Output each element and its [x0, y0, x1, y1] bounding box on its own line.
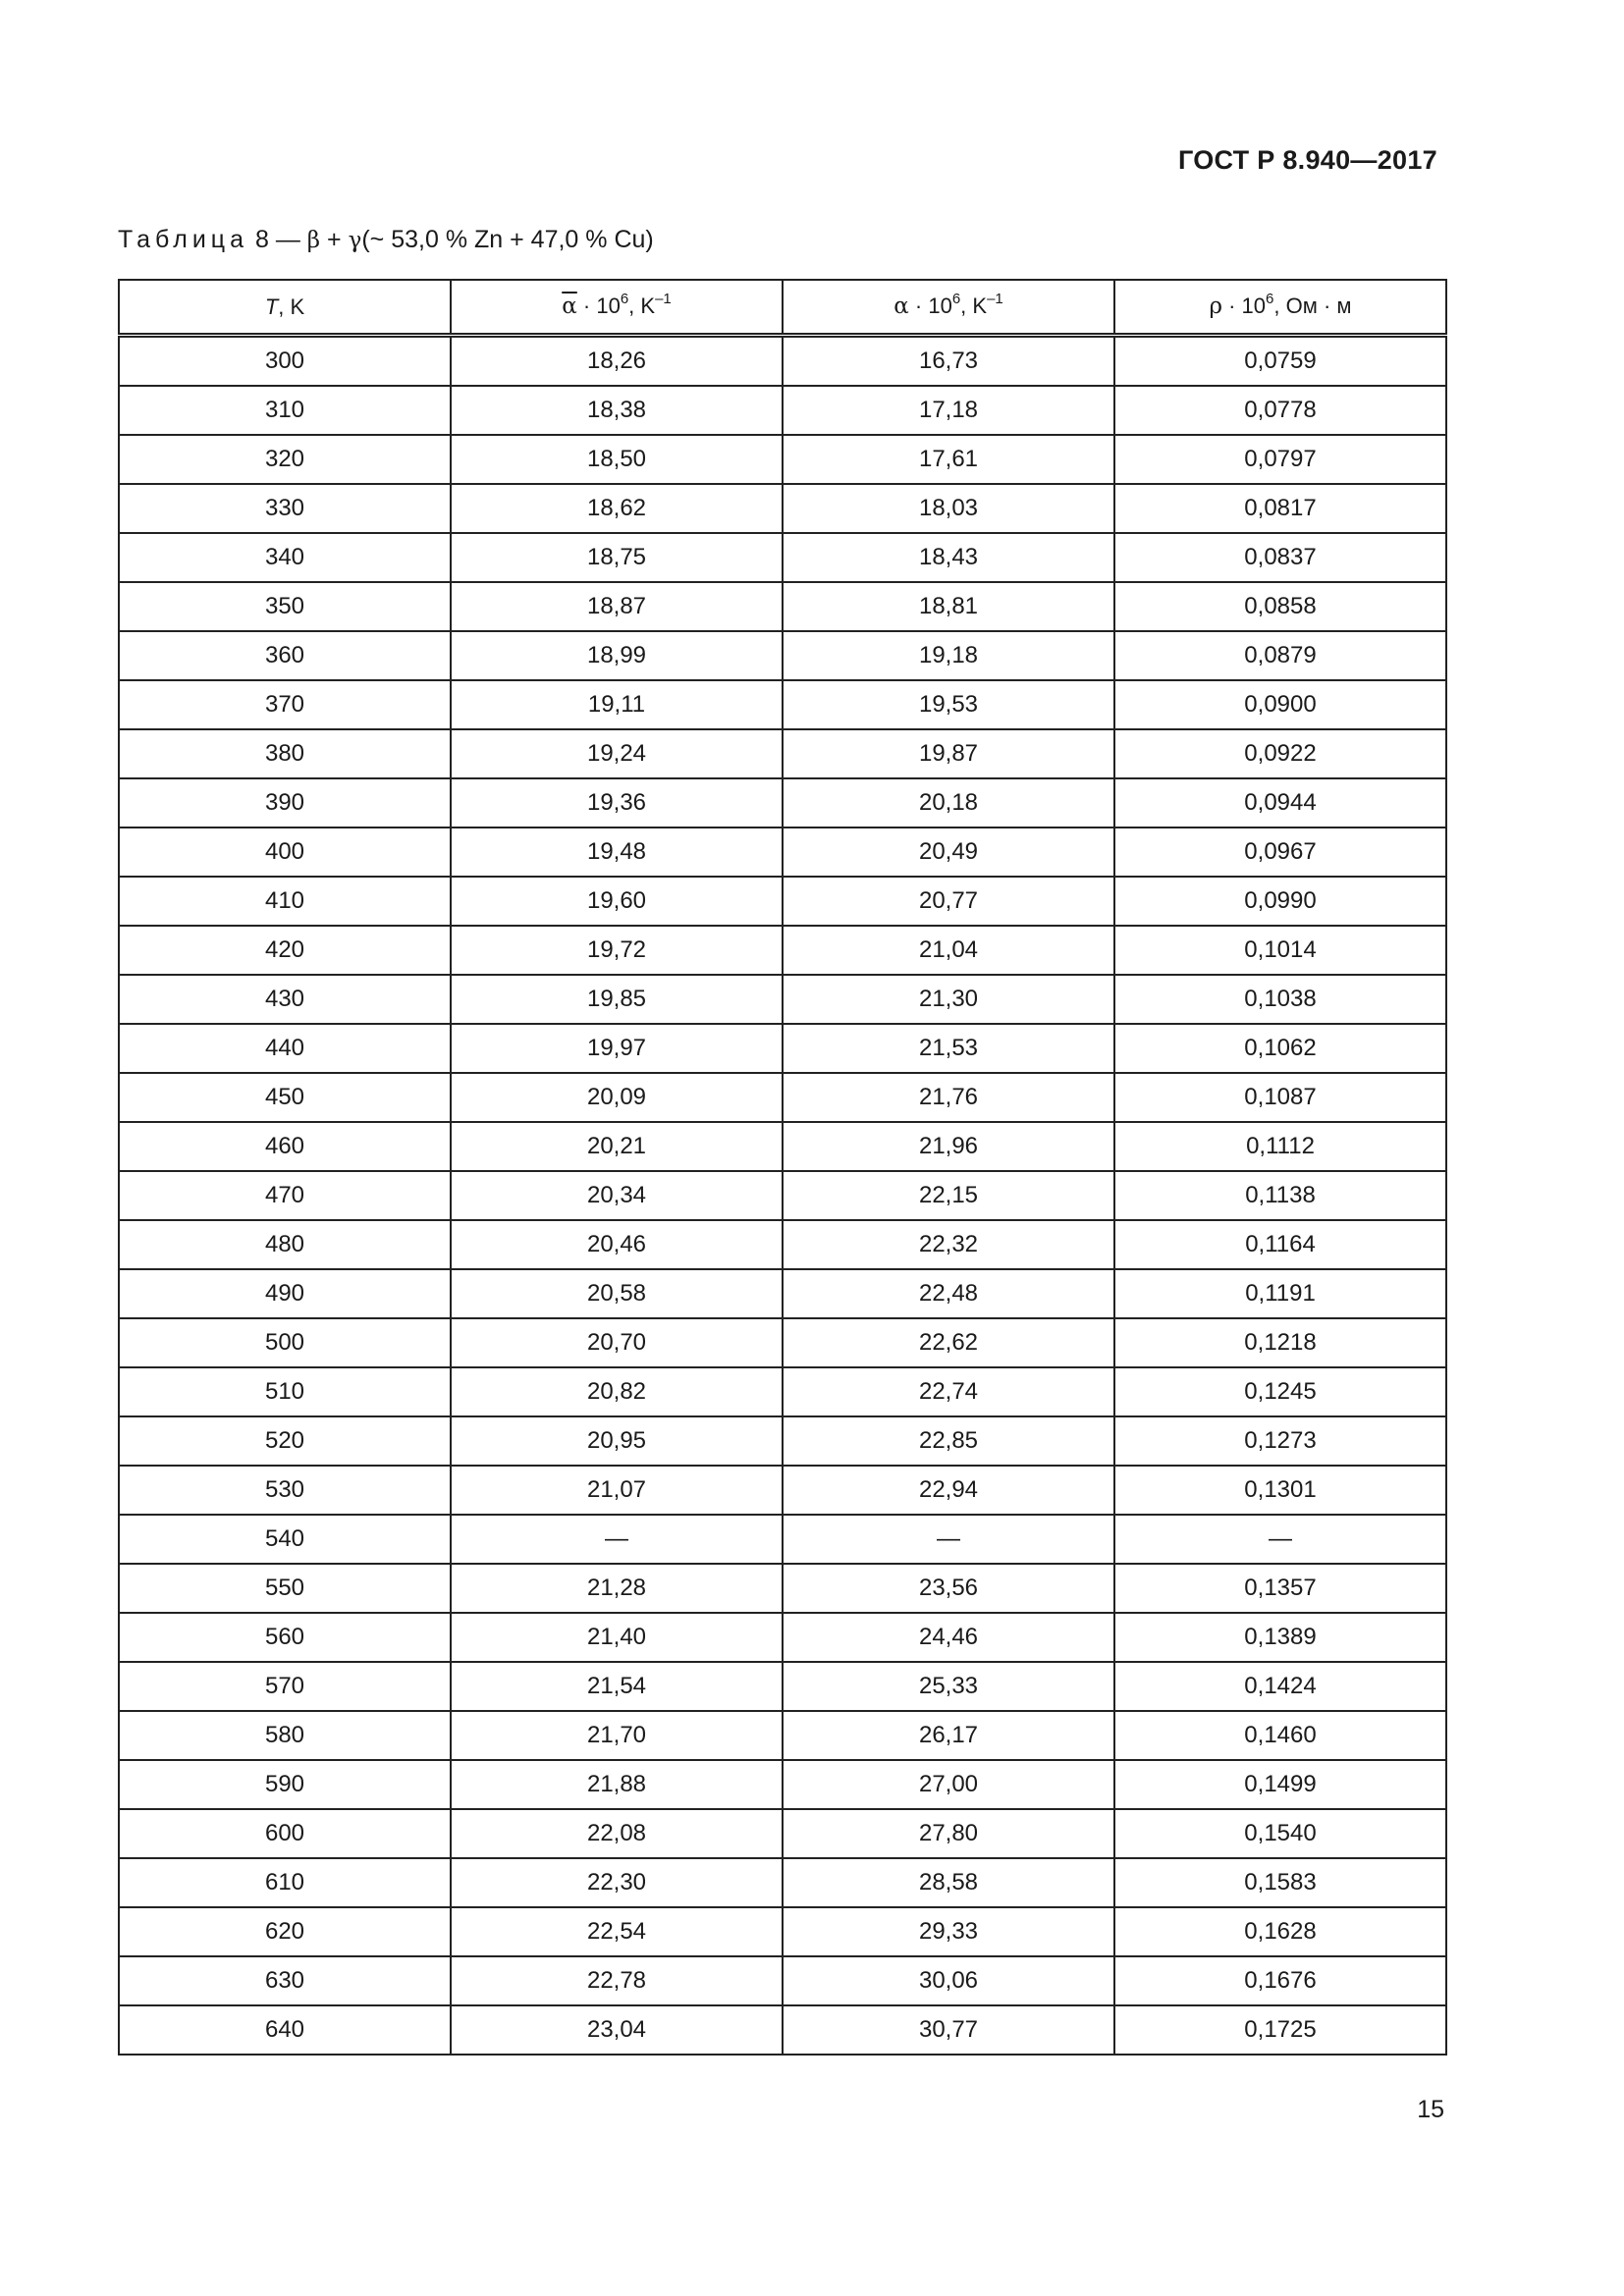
cell-rho: 0,1087: [1114, 1073, 1446, 1122]
header-mean-alpha-exp: 6: [620, 290, 629, 307]
table-row: [119, 386, 1446, 435]
cell-alpha: 19,87: [783, 729, 1114, 778]
cell-rho: 0,0759: [1114, 336, 1446, 387]
cell-alpha: 22,74: [783, 1367, 1114, 1416]
cell-temperature: 590: [119, 1760, 451, 1809]
cell-temperature: 450: [119, 1073, 451, 1122]
cell-rho: 0,1424: [1114, 1662, 1446, 1711]
table-row: [119, 1318, 1446, 1367]
cell-temperature: 330: [119, 484, 451, 533]
cell-alpha: 17,18: [783, 386, 1114, 435]
cell-rho: 0,1389: [1114, 1613, 1446, 1662]
cell-temperature: 460: [119, 1122, 451, 1171]
cell-temperature: 430: [119, 975, 451, 1024]
cell-rho: 0,1245: [1114, 1367, 1446, 1416]
cell-rho: 0,0778: [1114, 386, 1446, 435]
header-rho-symbol: ρ: [1209, 294, 1222, 319]
table-row: [119, 435, 1446, 484]
cell-temperature: 390: [119, 778, 451, 828]
table-row: [119, 1809, 1446, 1858]
cell-mean-alpha: 20,21: [451, 1122, 783, 1171]
cell-temperature: 340: [119, 533, 451, 582]
header-mean-alpha: [451, 280, 783, 336]
table-row: [119, 828, 1446, 877]
table-row: [119, 1613, 1446, 1662]
header-row: [119, 280, 1446, 336]
cell-alpha: 21,53: [783, 1024, 1114, 1073]
cell-rho: 0,0879: [1114, 631, 1446, 680]
table-caption-beta: β: [306, 228, 321, 253]
table-row: [119, 975, 1446, 1024]
cell-rho: 0,1112: [1114, 1122, 1446, 1171]
header-alpha-unit: , K: [960, 294, 988, 318]
table-row: [119, 1171, 1446, 1220]
cell-mean-alpha: 22,78: [451, 1956, 783, 2005]
cell-rho: 0,1138: [1114, 1171, 1446, 1220]
document-code: ГОСТ Р 8.940—2017: [1177, 145, 1437, 175]
cell-temperature: 520: [119, 1416, 451, 1466]
cell-mean-alpha: 21,28: [451, 1564, 783, 1613]
table-row: [119, 631, 1446, 680]
cell-rho: 0,0922: [1114, 729, 1446, 778]
cell-temperature: 490: [119, 1269, 451, 1318]
cell-rho: 0,1676: [1114, 1956, 1446, 2005]
cell-rho: 0,1499: [1114, 1760, 1446, 1809]
cell-rho: 0,1301: [1114, 1466, 1446, 1515]
cell-temperature: 540: [119, 1515, 451, 1564]
cell-mean-alpha: 20,34: [451, 1171, 783, 1220]
cell-temperature: 480: [119, 1220, 451, 1269]
header-alpha-unit-exp: –1: [987, 290, 1003, 307]
cell-rho: 0,0858: [1114, 582, 1446, 631]
table-row: [119, 680, 1446, 729]
table-caption-label: Таблица: [118, 226, 249, 253]
table-caption-plus: +: [327, 226, 342, 253]
header-temperature-symbol: T: [264, 294, 279, 319]
cell-temperature: 400: [119, 828, 451, 877]
cell-alpha: 22,62: [783, 1318, 1114, 1367]
cell-alpha: 21,76: [783, 1073, 1114, 1122]
cell-temperature: 350: [119, 582, 451, 631]
cell-temperature: 580: [119, 1711, 451, 1760]
cell-rho: 0,1164: [1114, 1220, 1446, 1269]
table-caption-composition: (~ 53,0 % Zn + 47,0 % Cu): [361, 226, 654, 253]
cell-mean-alpha: 20,95: [451, 1416, 783, 1466]
cell-alpha: 24,46: [783, 1613, 1114, 1662]
cell-rho: 0,0900: [1114, 680, 1446, 729]
header-rho-unit: , Ом · м: [1273, 294, 1352, 318]
cell-alpha: 22,32: [783, 1220, 1114, 1269]
cell-mean-alpha: 19,72: [451, 926, 783, 975]
table-row: [119, 533, 1446, 582]
cell-temperature: 370: [119, 680, 451, 729]
cell-alpha: 23,56: [783, 1564, 1114, 1613]
header-mean-alpha-symbol: $\overline{\alpha}$: [562, 294, 577, 319]
table-row: [119, 582, 1446, 631]
table-row: [119, 2005, 1446, 2055]
cell-rho: 0,1357: [1114, 1564, 1446, 1613]
cell-temperature: 410: [119, 877, 451, 926]
cell-temperature: 620: [119, 1907, 451, 1956]
table-row: [119, 1858, 1446, 1907]
cell-alpha: 21,04: [783, 926, 1114, 975]
cell-temperature: 570: [119, 1662, 451, 1711]
cell-mean-alpha: 21,70: [451, 1711, 783, 1760]
cell-alpha: 18,81: [783, 582, 1114, 631]
header-temperature-unit: , K: [278, 294, 305, 319]
cell-mean-alpha: 20,82: [451, 1367, 783, 1416]
cell-rho: 0,1218: [1114, 1318, 1446, 1367]
table-row: [119, 1220, 1446, 1269]
cell-alpha: 21,30: [783, 975, 1114, 1024]
cell-alpha: 21,96: [783, 1122, 1114, 1171]
cell-rho: 0,0817: [1114, 484, 1446, 533]
cell-temperature: 630: [119, 1956, 451, 2005]
cell-alpha: 22,15: [783, 1171, 1114, 1220]
cell-temperature: 600: [119, 1809, 451, 1858]
cell-alpha: 19,53: [783, 680, 1114, 729]
cell-mean-alpha: 20,09: [451, 1073, 783, 1122]
table-row: [119, 1024, 1446, 1073]
cell-mean-alpha: 18,99: [451, 631, 783, 680]
cell-temperature: 420: [119, 926, 451, 975]
cell-alpha: 28,58: [783, 1858, 1114, 1907]
cell-alpha: 26,17: [783, 1711, 1114, 1760]
table-row: [119, 778, 1446, 828]
table-row: [119, 877, 1446, 926]
table-caption: [118, 226, 654, 254]
cell-mean-alpha: 21,54: [451, 1662, 783, 1711]
cell-rho: 0,1191: [1114, 1269, 1446, 1318]
table-row: [119, 1711, 1446, 1760]
cell-mean-alpha: 22,08: [451, 1809, 783, 1858]
cell-mean-alpha: 18,62: [451, 484, 783, 533]
cell-mean-alpha: 18,87: [451, 582, 783, 631]
cell-temperature: 610: [119, 1858, 451, 1907]
table-row: [119, 1662, 1446, 1711]
header-mean-alpha-unit: , K: [628, 294, 656, 318]
table-row: [119, 336, 1446, 387]
cell-alpha: 22,48: [783, 1269, 1114, 1318]
header-alpha-exp: 6: [951, 290, 961, 307]
table-row: [119, 1073, 1446, 1122]
cell-alpha: 29,33: [783, 1907, 1114, 1956]
cell-mean-alpha: 20,58: [451, 1269, 783, 1318]
cell-rho: 0,1583: [1114, 1858, 1446, 1907]
cell-alpha: 30,06: [783, 1956, 1114, 2005]
cell-alpha: 22,85: [783, 1416, 1114, 1466]
table-row: [119, 1907, 1446, 1956]
table-caption-number: 8: [254, 226, 269, 253]
cell-rho: 0,0944: [1114, 778, 1446, 828]
header-alpha-symbol: α: [893, 294, 909, 319]
cell-alpha: 16,73: [783, 336, 1114, 387]
header-rho-exp: 6: [1266, 290, 1274, 307]
cell-rho: 0,1038: [1114, 975, 1446, 1024]
cell-temperature: 510: [119, 1367, 451, 1416]
cell-mean-alpha: 23,04: [451, 2005, 783, 2055]
table-body: [119, 336, 1446, 2056]
cell-alpha: 22,94: [783, 1466, 1114, 1515]
table-row: [119, 1269, 1446, 1318]
cell-mean-alpha: 22,54: [451, 1907, 783, 1956]
cell-alpha: 30,77: [783, 2005, 1114, 2055]
table-caption-dash: —: [275, 226, 300, 253]
cell-rho: 0,1628: [1114, 1907, 1446, 1956]
cell-mean-alpha: 18,38: [451, 386, 783, 435]
table-header: [119, 280, 1446, 336]
header-mean-alpha-unit-exp: –1: [655, 290, 672, 307]
table-row: [119, 1416, 1446, 1466]
header-rho: [1114, 280, 1446, 336]
table-caption-gamma: γ: [348, 228, 362, 253]
cell-mean-alpha: 19,36: [451, 778, 783, 828]
page-number: 15: [1417, 2096, 1444, 2123]
cell-alpha: 17,61: [783, 435, 1114, 484]
cell-mean-alpha: 21,40: [451, 1613, 783, 1662]
cell-mean-alpha: 21,07: [451, 1466, 783, 1515]
cell-mean-alpha: 18,26: [451, 336, 783, 387]
cell-alpha: 18,03: [783, 484, 1114, 533]
cell-temperature: 470: [119, 1171, 451, 1220]
cell-mean-alpha: 22,30: [451, 1858, 783, 1907]
cell-mean-alpha: 21,88: [451, 1760, 783, 1809]
cell-rho: 0,0990: [1114, 877, 1446, 926]
cell-mean-alpha: 20,70: [451, 1318, 783, 1367]
cell-mean-alpha: 19,48: [451, 828, 783, 877]
cell-mean-alpha: 20,46: [451, 1220, 783, 1269]
header-mean-alpha-mult: · 10: [576, 294, 621, 318]
cell-rho: —: [1114, 1515, 1446, 1564]
cell-rho: 0,1014: [1114, 926, 1446, 975]
cell-rho: 0,0797: [1114, 435, 1446, 484]
cell-alpha: 20,77: [783, 877, 1114, 926]
cell-temperature: 530: [119, 1466, 451, 1515]
cell-temperature: 320: [119, 435, 451, 484]
data-table: [118, 279, 1447, 2056]
table-row: [119, 484, 1446, 533]
cell-alpha: 27,80: [783, 1809, 1114, 1858]
cell-alpha: 20,18: [783, 778, 1114, 828]
header-alpha: [783, 280, 1114, 336]
header-rho-mult: · 10: [1222, 294, 1267, 318]
cell-rho: 0,1725: [1114, 2005, 1446, 2055]
cell-mean-alpha: 18,50: [451, 435, 783, 484]
header-alpha-mult: · 10: [908, 294, 952, 318]
cell-rho: 0,0837: [1114, 533, 1446, 582]
cell-temperature: 360: [119, 631, 451, 680]
table-row: [119, 1515, 1446, 1564]
cell-temperature: 310: [119, 386, 451, 435]
cell-alpha: 18,43: [783, 533, 1114, 582]
table-row: [119, 729, 1446, 778]
cell-temperature: 500: [119, 1318, 451, 1367]
header-temperature: [119, 280, 451, 336]
table-row: [119, 1122, 1446, 1171]
cell-rho: 0,1062: [1114, 1024, 1446, 1073]
cell-rho: 0,1540: [1114, 1809, 1446, 1858]
cell-rho: 0,0967: [1114, 828, 1446, 877]
table-row: [119, 926, 1446, 975]
cell-temperature: 300: [119, 336, 451, 387]
cell-alpha: 20,49: [783, 828, 1114, 877]
table-row: [119, 1956, 1446, 2005]
cell-mean-alpha: —: [451, 1515, 783, 1564]
cell-alpha: —: [783, 1515, 1114, 1564]
table-row: [119, 1367, 1446, 1416]
cell-temperature: 640: [119, 2005, 451, 2055]
cell-rho: 0,1460: [1114, 1711, 1446, 1760]
cell-mean-alpha: 19,60: [451, 877, 783, 926]
cell-mean-alpha: 19,11: [451, 680, 783, 729]
cell-temperature: 440: [119, 1024, 451, 1073]
cell-temperature: 550: [119, 1564, 451, 1613]
table-row: [119, 1466, 1446, 1515]
table-row: [119, 1760, 1446, 1809]
cell-mean-alpha: 18,75: [451, 533, 783, 582]
cell-temperature: 380: [119, 729, 451, 778]
cell-temperature: 560: [119, 1613, 451, 1662]
cell-rho: 0,1273: [1114, 1416, 1446, 1466]
cell-mean-alpha: 19,97: [451, 1024, 783, 1073]
cell-alpha: 25,33: [783, 1662, 1114, 1711]
cell-alpha: 19,18: [783, 631, 1114, 680]
cell-mean-alpha: 19,85: [451, 975, 783, 1024]
cell-alpha: 27,00: [783, 1760, 1114, 1809]
table-row: [119, 1564, 1446, 1613]
cell-mean-alpha: 19,24: [451, 729, 783, 778]
